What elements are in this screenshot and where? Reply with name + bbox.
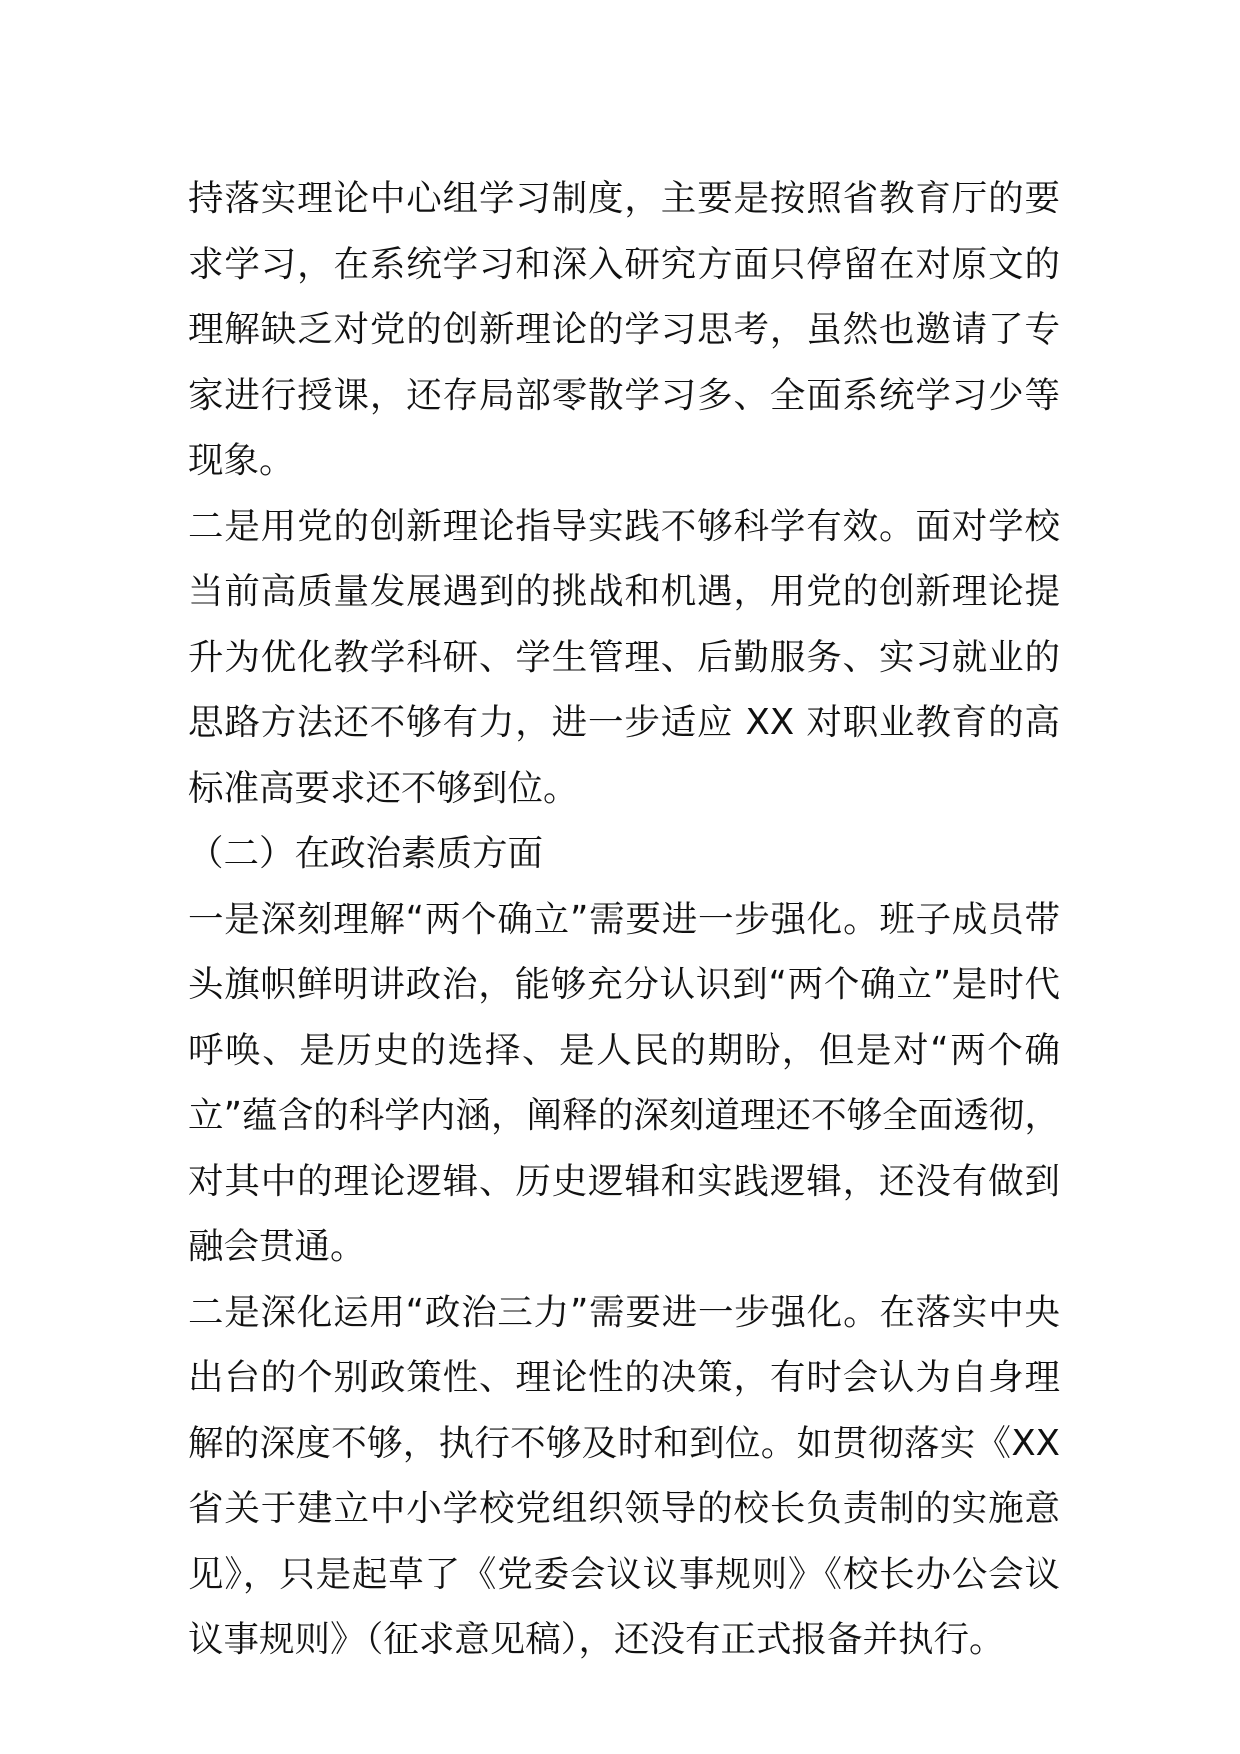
paragraph-two-establishments: 一是深刻理解“两个确立”需要进一步强化。班子成员带头旗帜鲜明讲政治，能够充分认识到“两个确立”是时代呼唤、是历史的选择、是人民的期盼，但是对“两个确立”蕴含的科学内涵，阐释的深刻道理还不够全面透彻，对其中的理论逻辑、历史逻辑和实践逻辑，还没有做到融会贯通。 [188,898,1060,1267]
document-body [188,166,1060,1673]
paragraph-study-system: 持落实理论中心组学习制度，主要是按照省教育厅的要求学习，在系统学习和深入研究方面只停留在对原文的理解缺乏对党的创新理论的学习思考，虽然也邀请了专家进行授课，还存局部零散学习多、全面系统学习少等现象。 [188,178,1060,481]
section-heading-political-quality: （二）在政治素质方面 [188,833,544,874]
paragraph-political-abilities: 二是深化运用“政治三力”需要进一步强化。在落实中央出台的个别政策性、理论性的决策，有时会认为自身理解的深度不够，执行不够及时和到位。如贯彻落实《XX 省关于建立中小学校党组织领导的校长负责制的实施意见》，只是起草了《党委会议议事规则》《校长办公会议议事规则》（征求意见稿），还没有正式报备并执行。 [188,1291,1060,1660]
paragraph-theory-guidance: 二是用党的创新理论指导实践不够科学有效。面对学校当前高质量发展遇到的挑战和机遇，用党的创新理论提升为优化教学科研、学生管理、后勤服务、实习就业的思路方法还不够有力，进一步适应 XX 对职业教育的高标准高要求还不够到位。 [188,505,1060,809]
